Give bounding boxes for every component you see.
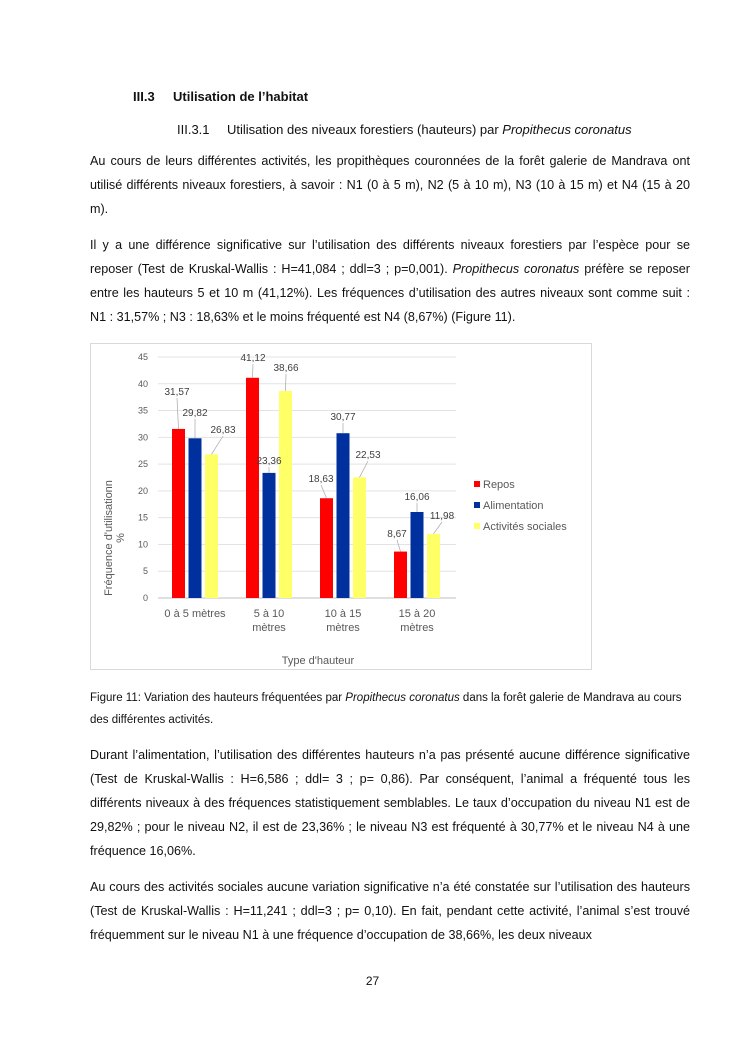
data-label: 41,12	[240, 353, 266, 364]
legend-label: Alimentation	[483, 500, 544, 512]
y-tick-label: 40	[137, 378, 148, 389]
x-tick-label: 0 à 5 mètres	[164, 608, 226, 620]
data-label: 31,57	[164, 387, 190, 398]
data-label: 29,82	[182, 408, 208, 419]
data-label: 18,63	[308, 474, 334, 485]
legend-label: Repos	[483, 479, 515, 491]
x-tick-label: 5 à 10	[253, 608, 285, 620]
bar-chart	[90, 343, 592, 670]
page-number: 27	[365, 974, 380, 988]
legend-swatch	[474, 481, 480, 487]
paragraph-2	[90, 233, 690, 329]
figure-caption	[90, 687, 690, 731]
y-tick-label: 10	[137, 539, 148, 550]
bar-alimentation	[411, 512, 424, 598]
x-tick-label: mètres	[326, 622, 360, 634]
data-label: 8,67	[387, 529, 407, 540]
section-title: Utilisation de l’habitat	[173, 89, 309, 104]
bar-activités-sociales	[205, 454, 218, 598]
bar-repos	[394, 552, 407, 598]
leader-line	[253, 364, 254, 378]
leader-line	[286, 374, 287, 391]
bar-alimentation	[263, 473, 276, 598]
section-number: III.3	[133, 89, 155, 104]
y-tick-label: 0	[142, 593, 148, 603]
bar-activités-sociales	[427, 534, 440, 598]
text: dans la forêt galerie de Mandrava au cours des différentes activités.	[90, 692, 682, 726]
text: Il y a une différence significative sur l’utilisation des différents niveaux forestiers par l’espèce pour se reposer (Test de Kruskal-Wallis : H=41,084 ; ddl=3 ; p=0,001).	[90, 238, 690, 276]
y-tick-label: 20	[137, 485, 148, 496]
bar-alimentation	[189, 438, 202, 598]
paragraph-3: Durant l’alimentation, l’utilisation des différentes hauteurs n’a pas présenté aucune différence significative (Test de Kruskal-Wallis : H=6,586 ; ddl= 3 ; p= 0,86). Par conséquent, l’animal a fréquenté tous les différents niveaux à des fréquences statistiquement semblables. Le taux d’occupation du niveau N1 est de 29,82% ; pour le niveau N2, il est de 23,36% ; le niveau N3 est fréquenté à 30,77% et le niveau N4 à une fréquence 16,06%.	[90, 748, 690, 858]
legend-label: Activités sociales	[483, 521, 567, 533]
y-tick-label: 25	[137, 459, 148, 470]
y-tick-label: 45	[137, 352, 148, 362]
bar-alimentation	[337, 433, 350, 598]
species-name: Propithecus coronatus	[502, 122, 632, 137]
paragraph-1: Au cours de leurs différentes activités, les propithèques couronnées de la forêt galerie de Mandrava ont utilisé différents niveaux forestiers, à savoir : N1 (0 à 5 m), N2 (5 à 10 m), N3 (10 à 15 m) et N4 (15 à 20 m).	[90, 154, 690, 216]
section-heading	[133, 89, 308, 104]
data-label: 11,98	[429, 511, 455, 522]
subsection-number: III.3.1	[177, 122, 210, 137]
x-tick-label: mètres	[252, 622, 286, 634]
data-label: 38,66	[273, 363, 299, 374]
y-tick-label: 35	[137, 405, 148, 416]
paragraph-4: Au cours des activités sociales aucune variation significative n’a été constatée sur l’utilisation des hauteurs (Test de Kruskal-Wallis : H=11,241 ; ddl=3 ; p= 0,10). En fait, pendant cette activité, l’animal s’est trouvé fréquemment sur le niveau N1 à une fréquence d’occupation de 38,66%, les deux niveaux	[90, 880, 690, 942]
data-label: 23,36	[256, 456, 282, 467]
bar-activités-sociales	[279, 391, 292, 598]
subsection-title: Utilisation des niveaux forestiers (hauteurs) par	[227, 122, 503, 137]
x-tick-label: 10 à 15	[324, 608, 362, 620]
bar-activités-sociales	[353, 477, 366, 598]
bar-repos	[172, 429, 185, 598]
x-tick-label: 15 à 20	[398, 608, 436, 620]
y-axis-title: Fréquence d'utilisationn	[103, 480, 115, 596]
species-name: Propithecus coronatus	[452, 262, 580, 276]
species-name: Propithecus coronatus	[345, 692, 460, 704]
text: Figure 11: Variation des hauteurs fréquentées par	[90, 692, 346, 704]
y-tick-label: 15	[137, 512, 148, 523]
subsection-heading	[177, 122, 632, 137]
data-label: 26,83	[210, 425, 236, 436]
x-tick-label: mètres	[400, 622, 434, 634]
text: préfère se reposer entre les hauteurs 5 et 10 m (41,12%). Les fréquences d’utilisation des autres niveaux sont comme suit : N1 : 31,57% ; N3 : 18,63% et le moins fréquenté est N4 (8,67%) (Figure 11).	[90, 262, 690, 324]
data-label: 16,06	[404, 492, 430, 503]
y-tick-label: 30	[137, 432, 148, 443]
legend-swatch	[474, 502, 480, 508]
data-label: 30,77	[330, 412, 356, 423]
y-axis-title: %	[115, 533, 127, 543]
y-tick-label: 5	[142, 566, 148, 577]
legend-swatch	[474, 523, 480, 529]
data-label: 22,53	[355, 450, 381, 461]
bar-repos	[320, 498, 333, 598]
bar-repos	[246, 378, 259, 598]
x-axis-title: Type d'hauteur	[281, 655, 355, 667]
